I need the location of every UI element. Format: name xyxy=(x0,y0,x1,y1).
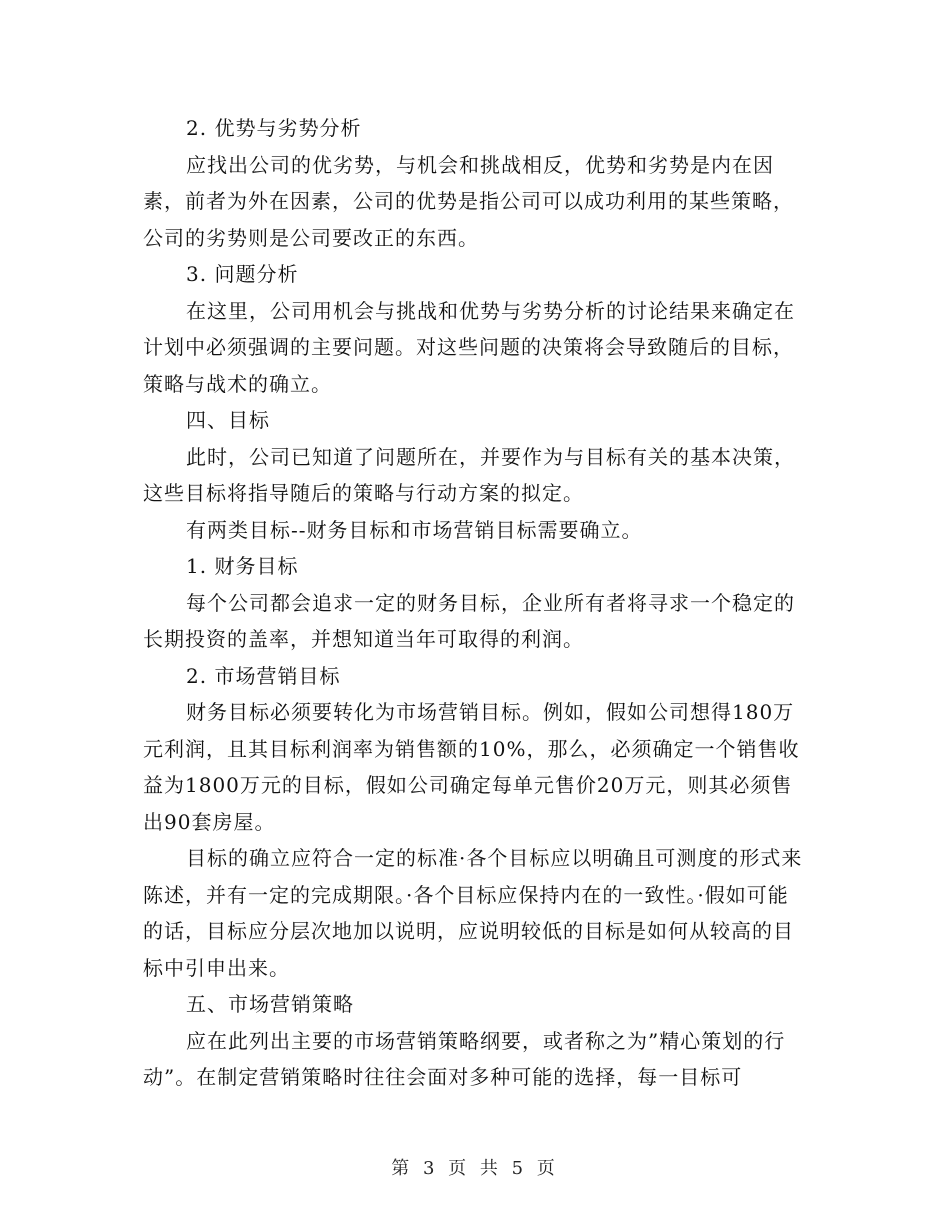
paragraph-objective-criteria: 目标的确立应符合一定的标准·各个目标应以明确且可测度的形式来陈述，并有一定的完成期限。·各个目标应保持内在的一致性。·假如可能的话，目标应分层次地加以说明，应说明较低的目标是如何从较高的目标中引申出来。 xyxy=(143,846,803,980)
paragraph-objectives-intro: 此时，公司已知道了问题所在，并要作为与目标有关的基本决策，这些目标将指导随后的策略与行动方案的拟定。 xyxy=(143,444,795,505)
heading-strengths-weaknesses: 2. 优势与劣势分析 xyxy=(186,116,362,140)
page-footer: 第 3 页 共 5 页 xyxy=(391,1158,559,1179)
paragraph-financial-objectives: 每个公司都会追求一定的财务目标，企业所有者将寻求一个稳定的长期投资的盖率，并想知道当年可取得的利润。 xyxy=(143,590,795,651)
heading-objectives: 四、目标 xyxy=(186,408,270,432)
document-body xyxy=(143,110,807,1096)
paragraph-strengths-weaknesses: 应找出公司的优劣势，与机会和挑战相反，优势和劣势是内在因素，前者为外在因素，公司的优势是指公司可以成功利用的某些策略，公司的劣势则是公司要改正的东西。 xyxy=(143,152,794,250)
heading-marketing-strategy: 五、市场营销策略 xyxy=(186,992,354,1016)
heading-financial-objectives: 1. 财务目标 xyxy=(186,554,299,578)
paragraph-problem-analysis: 在这里，公司用机会与挑战和优势与劣势分析的讨论结果来确定在计划中必须强调的主要问题。对这些问题的决策将会导致随后的目标，策略与战术的确立。 xyxy=(143,298,795,396)
paragraph-marketing-strategy: 应在此列出主要的市场营销策略纲要，或者称之为”精心策划的行动”。在制定营销策略时往往会面对多种可能的选择，每一目标可 xyxy=(143,1028,786,1089)
paragraph-marketing-objectives: 财务目标必须要转化为市场营销目标。例如，假如公司想得180万元利润，且其目标利润率为销售额的10%，那么，必须确定一个销售收益为1800万元的目标，假如公司确定每单元售价20万元，则其必须售出90套房屋。 xyxy=(143,700,800,834)
paragraph-objective-types: 有两类目标--财务目标和市场营销目标需要确立。 xyxy=(186,517,643,542)
heading-marketing-objectives: 2. 市场营销目标 xyxy=(186,663,341,688)
heading-problem-analysis: 3. 问题分析 xyxy=(186,262,299,286)
